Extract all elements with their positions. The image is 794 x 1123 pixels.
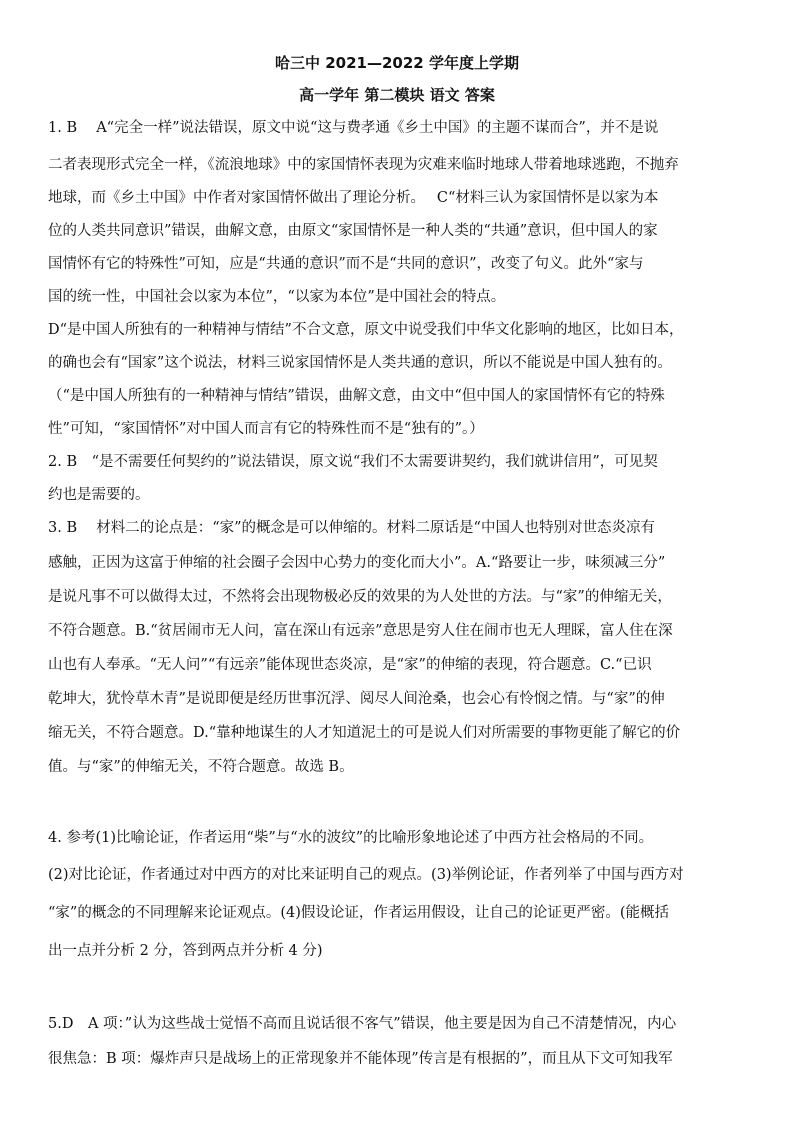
answer-line: 乾坤大，犹怜草木青”是说即便是经历世事沉浮、阅尽人间沧桑，也会心有怜悯之情。与“家”的伸 — [48, 691, 665, 707]
answer-line: （“是中国人所独有的一种精神与情结”错误，曲解文意，由文中“但中国人的家国情怀有它的特殊 — [48, 388, 665, 404]
answer-line: 3. B 材料二的论点是：“家”的概念是可以伸缩的。材料二原话是“中国人也特别对世态炎凉有 — [48, 520, 655, 536]
answer-line: “家”的概念的不同理解来论证观点。(4)假设论证，作者运用假设，让自己的论证更严密。(能概括 — [48, 905, 670, 921]
answer-line: 约也是需要的。 — [48, 487, 150, 503]
document-title: 哈三中 2021—2022 学年度上学期 — [275, 54, 519, 72]
answer-line: 1. B A“完全一样”说法错误，原文中说“这与费孝通《乡土中国》的主题不谋而合”，并不是说 — [48, 120, 659, 136]
answer-line: 不符合题意。B.“贫居闹市无人问，富在深山有远亲”意思是穷人住在闹市也无人理睬，富人住在深 — [48, 623, 673, 639]
answer-line: 国的统一性，中国社会以家为本位”，“以家为本位”是中国社会的特点。 — [48, 289, 506, 305]
document-subtitle: 高一学年 第二模块 语文 答案 — [299, 86, 495, 104]
answer-line: 5.D A 项：”认为这些战士觉悟不高而且说话很不客气”错误，他主要是因为自己不清楚情况，内心 — [48, 1016, 677, 1032]
answer-line: 2. B “是不需要任何契约的”说法错误，原文说“我们不太需要讲契约，我们就讲信用”，可见契 — [48, 454, 658, 470]
answer-line: 感触，正因为这富于伸缩的社会圈子会因中心势力的变化而大小”。A.“路要让一步，味须减三分” — [48, 555, 666, 571]
answer-line: 山也有人奉承。“无人问”“有远亲”能体现世态炎凉，是“家”的伸缩的表现，符合题意。C.“已识 — [48, 657, 652, 673]
answer-line: D“是中国人所独有的一种精神与情结”不合文意，原文中说受我们中华文化影响的地区，比如日本， — [48, 322, 684, 338]
answer-line: 位的人类共同意识”错误，曲解文意，由原文“家国情怀是一种人类的“共通”意识，但中国人的家 — [48, 223, 658, 239]
answer-line: 出一点并分析 2 分，答到两点并分析 4 分) — [48, 943, 323, 959]
answer-line: 是说凡事不可以做得太过，不然将会出现物极必反的效果的为人处世的方法。与“家”的伸缩无关， — [48, 589, 672, 605]
answer-line: 值。与“家”的伸缩无关，不符合题意。故选 B。 — [48, 759, 354, 775]
answer-line: 缩无关，不符合题意。D.“靠种地谋生的人才知道泥土的可是说人们对所需要的事物更能了解它的价 — [48, 725, 681, 741]
answer-line: 国情怀有它的特殊性”可知，应是“共通的意识”而不是“共同的意识”，改变了句义。此外“家与 — [48, 256, 644, 272]
answer-line: 的确也会有“国家”这个说法，材料三说家国情怀是人类共通的意识，所以不能说是中国人独有的。 — [48, 355, 672, 371]
answer-line: 性”可知，“家国情怀”对中国人而言有它的特殊性而不是“独有的”。） — [48, 421, 484, 437]
answer-line: (2)对比论证，作者通过对中西方的对比来证明自己的观点。(3)举例论证，作者列举了中国与西方对 — [48, 867, 684, 883]
answer-line: 4. 参考(1)比喻论证，作者运用“柴”与“水的波纹”的比喻形象地论述了中西方社会格局的不同。 — [48, 830, 654, 846]
answer-line: 地球，而《乡土中国》中作者对家国情怀做出了理论分析。 C“材料三认为家国情怀是以家为本 — [48, 190, 659, 206]
answer-line: 很焦急：B 项：爆炸声只是战场上的正常现象并不能体现”传言是有根据的”，而且从下文可知我军 — [48, 1051, 673, 1067]
answer-line: 二者表现形式完全一样，《流浪地球》中的家国情怀表现为灾难来临时地球人带着地球逃跑，不抛弃 — [48, 157, 679, 173]
